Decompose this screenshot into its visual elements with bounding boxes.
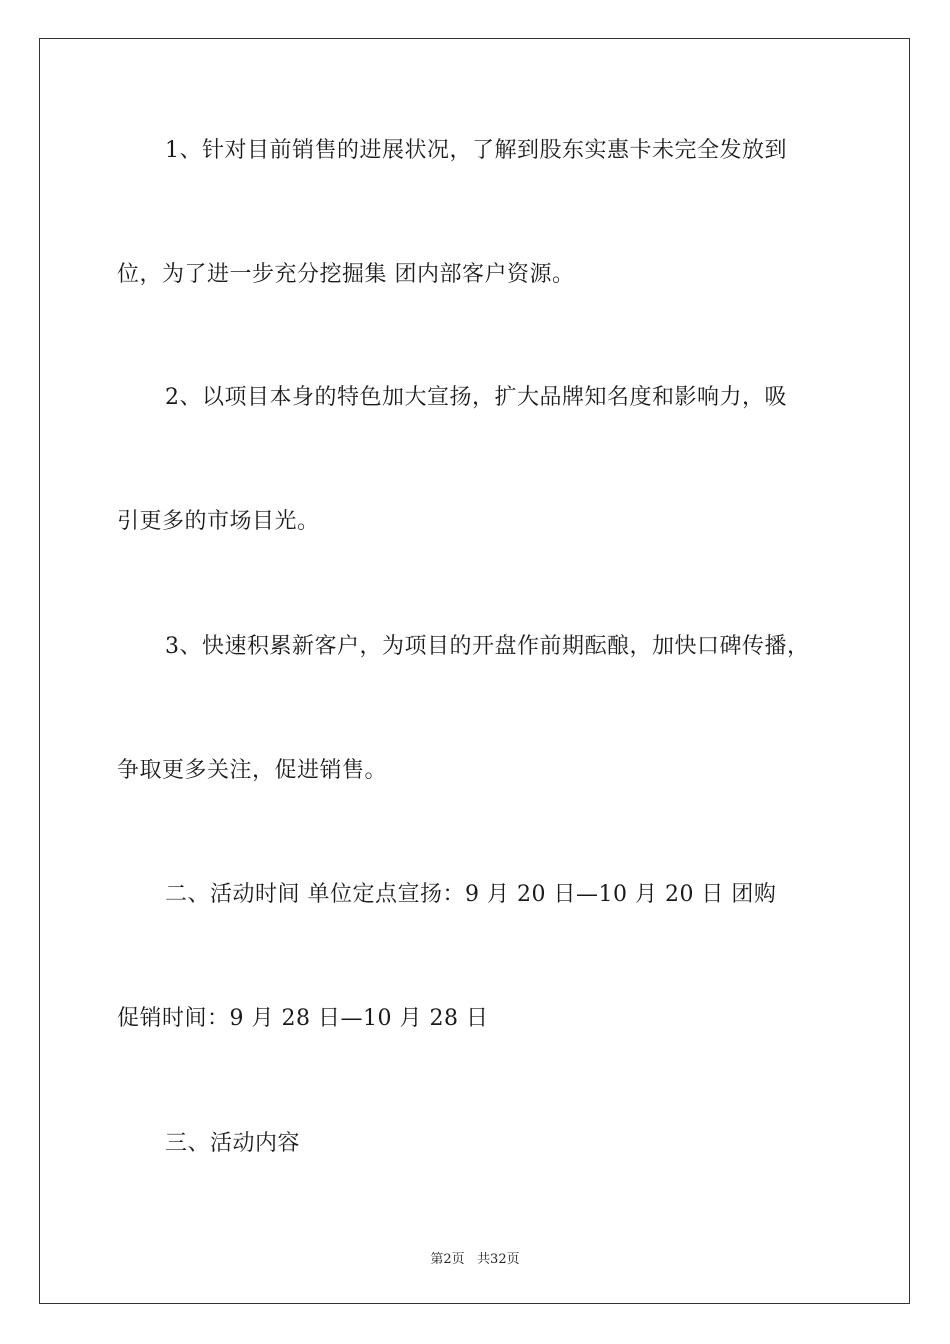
paragraph-1-line-1: 1、针对目前销售的进展状况，了解到股东实惠卡未完全发放到	[165, 138, 787, 163]
paragraph-2-line-1: 2、以项目本身的特色加大宣扬，扩大品牌知名度和影响力，吸	[165, 385, 787, 410]
section-2-heading-line: 二、活动时间 单位定点宣扬：9 月 20 日—10 月 20 日 团购	[165, 882, 777, 907]
paragraph-3-line-1: 3、快速积累新客户，为项目的开盘作前期酝酿，加快口碑传播，	[165, 634, 810, 659]
section-3-heading: 三、活动内容	[165, 1131, 301, 1156]
page-number-footer: 第2页 共32页	[430, 1252, 520, 1267]
section-2-continuation-line: 促销时间：9 月 28 日—10 月 28 日	[117, 1006, 489, 1031]
page-frame	[39, 38, 910, 1304]
paragraph-2-line-2: 引更多的市场目光。	[117, 509, 320, 534]
paragraph-1-line-2: 位，为了进一步充分挖掘集 团内部客户资源。	[117, 262, 575, 287]
paragraph-3-line-2: 争取更多关注，促进销售。	[117, 758, 388, 783]
